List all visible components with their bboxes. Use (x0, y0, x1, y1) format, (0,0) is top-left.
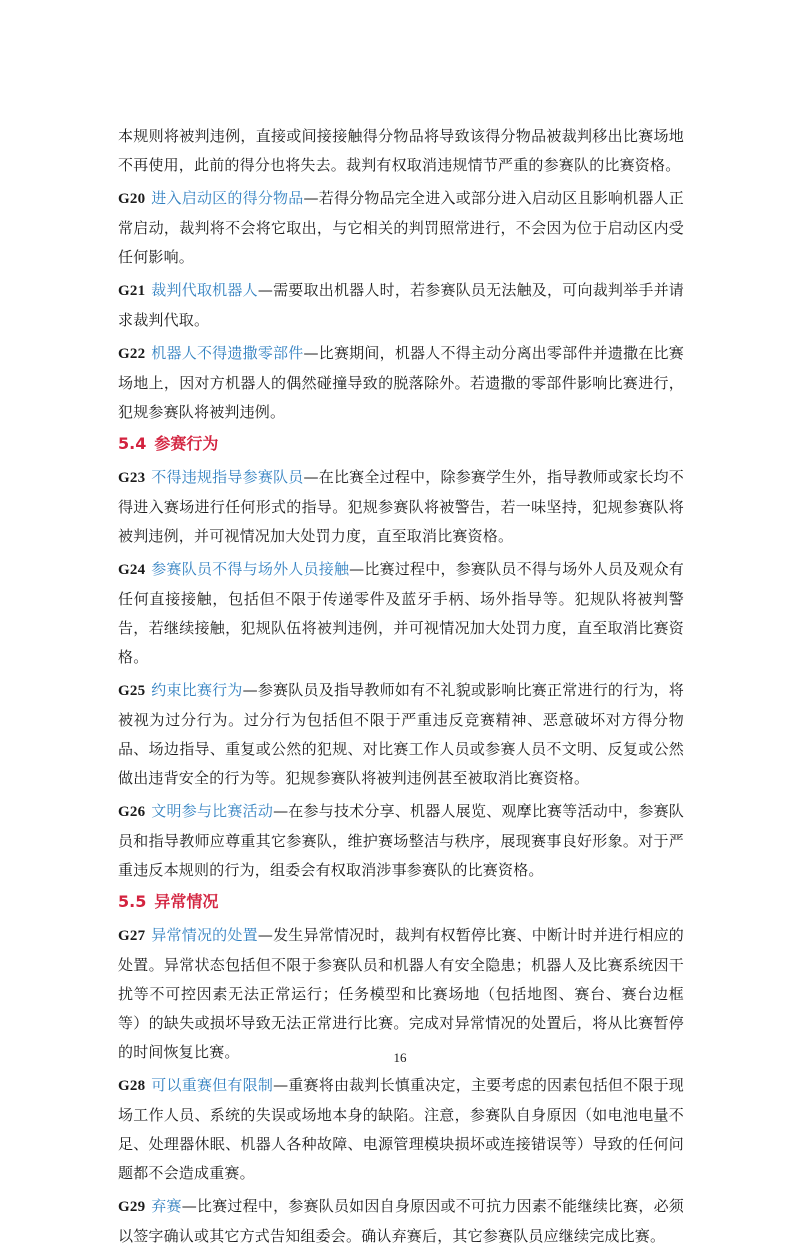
rule-id: G24 (118, 562, 146, 578)
rule-id: G22 (118, 346, 146, 362)
rule-body: —重赛将由裁判长慎重决定，主要考虑的因素包括但不限于现场工作人员、系统的失误或场地本身的缺陷。注意，参赛队自身原因（如电池电量不足、处理器休眠、机器人各种故障、电源管理模块损坏或连接错误等）导致的任何问题都不会造成重赛。 (118, 1076, 685, 1182)
rule-body: —比赛过程中，参赛队员不得与场外人员及观众有任何直接接触，包括但不限于传递零件及蓝牙手柄、场外指导等。犯规队将被判警告，若继续接触，犯规队伍将被判违例，并可视情况加大处罚力度，直至取消比赛资格。 (118, 560, 684, 666)
rule-g23 (118, 463, 684, 551)
page-content (118, 122, 684, 1255)
rule-g20 (118, 184, 684, 272)
intro-paragraph: 本规则将被判违例，直接或间接接触得分物品将导致该得分物品被裁判移出比赛场地不再使用，此前的得分也将失去。裁判有权取消违规情节严重的参赛队的比赛资格。 (118, 127, 684, 174)
rules-group-c (118, 921, 684, 1251)
rule-g28 (118, 1071, 684, 1188)
rules-group-a (118, 184, 684, 427)
section-number: 5.4 (118, 434, 147, 453)
rule-g27 (118, 921, 684, 1067)
rule-body: —发生异常情况时，裁判有权暂停比赛、中断计时并进行相应的处置。异常状态包括但不限于参赛队员和机器人有安全隐患；机器人及比赛系统因干扰等不可控因素无法正常运行；任务模型和比赛场地（包括地图、赛台、赛台边框等）的缺失或损坏导致无法正常进行比赛。完成对异常情况的处置后，将从比赛暂停的时间恢复比赛。 (118, 926, 684, 1061)
rule-body: —在比赛全过程中，除参赛学生外，指导教师或家长均不得进入赛场进行任何形式的指导。犯规参赛队将被警告，若一味坚持，犯规参赛队将被判违例，并可视情况加大处罚力度，直至取消比赛资格。 (118, 468, 684, 545)
rule-title: 弃赛 (151, 1197, 182, 1215)
rule-title: 裁判代取机器人 (151, 281, 258, 299)
rule-title: 参赛队员不得与场外人员接触 (151, 560, 350, 578)
rule-title: 约束比赛行为 (151, 681, 243, 699)
rule-id: G27 (118, 928, 146, 944)
rule-id: G26 (118, 804, 146, 820)
rule-id: G25 (118, 683, 146, 699)
rule-title: 可以重赛但有限制 (151, 1076, 274, 1094)
rule-g29 (118, 1192, 684, 1251)
rule-title: 机器人不得遗撒零部件 (151, 344, 304, 362)
section-number: 5.5 (118, 892, 147, 911)
rule-g21 (118, 276, 684, 335)
rule-body: —若得分物品完全进入或部分进入启动区且影响机器人正常启动，裁判将不会将它取出，与它相关的判罚照常进行，不会因为位于启动区内受任何影响。 (118, 189, 684, 266)
rule-title: 文明参与比赛活动 (151, 802, 274, 820)
section-heading-5-5 (118, 889, 684, 915)
rule-body: —比赛过程中，参赛队员如因自身原因或不可抗力因素不能继续比赛，必须以签字确认或其它方式告知组委会。确认弃赛后，其它参赛队员应继续完成比赛。 (118, 1197, 684, 1245)
rule-id: G20 (118, 191, 146, 207)
rule-body: —在参与技术分享、机器人展览、观摩比赛等活动中，参赛队员和指导教师应尊重其它参赛队，维护赛场整洁与秩序，展现赛事良好形象。对于严重违反本规则的行为，组委会有权取消涉事参赛队的比赛资格。 (118, 802, 685, 879)
rule-id: G21 (118, 283, 146, 299)
section-title: 异常情况 (154, 892, 219, 911)
rules-group-b (118, 463, 684, 885)
rule-title: 异常情况的处置 (151, 926, 258, 944)
rule-body: —比赛期间，机器人不得主动分离出零部件并遗撒在比赛场地上，因对方机器人的偶然碰撞导致的脱落除外。若遗撒的零部件影响比赛进行，犯规参赛队将被判违例。 (118, 344, 684, 421)
rule-g25 (118, 676, 684, 793)
rule-body: —需要取出机器人时，若参赛队员无法触及，可向裁判举手并请求裁判代取。 (118, 281, 684, 329)
rule-title: 不得违规指导参赛队员 (151, 468, 304, 486)
rule-title: 进入启动区的得分物品 (151, 189, 304, 207)
rule-g26 (118, 797, 684, 885)
rule-g24 (118, 555, 684, 672)
rule-id: G29 (118, 1199, 146, 1215)
rule-body: —参赛队员及指导教师如有不礼貌或影响比赛正常进行的行为，将被视为过分行为。过分行为包括但不限于严重违反竞赛精神、恶意破坏对方得分物品、场边指导、重复或公然的犯规、对比赛工作人员或参赛人员不文明、反复或公然做出违背安全的行为等。犯规参赛队将被判违例甚至被取消比赛资格。 (118, 681, 684, 787)
page-number: 16 (393, 1050, 407, 1065)
rule-id: G28 (118, 1078, 146, 1094)
section-heading-5-4 (118, 431, 684, 457)
rule-g22 (118, 339, 684, 427)
section-title: 参赛行为 (154, 434, 219, 453)
rule-id: G23 (118, 470, 146, 486)
